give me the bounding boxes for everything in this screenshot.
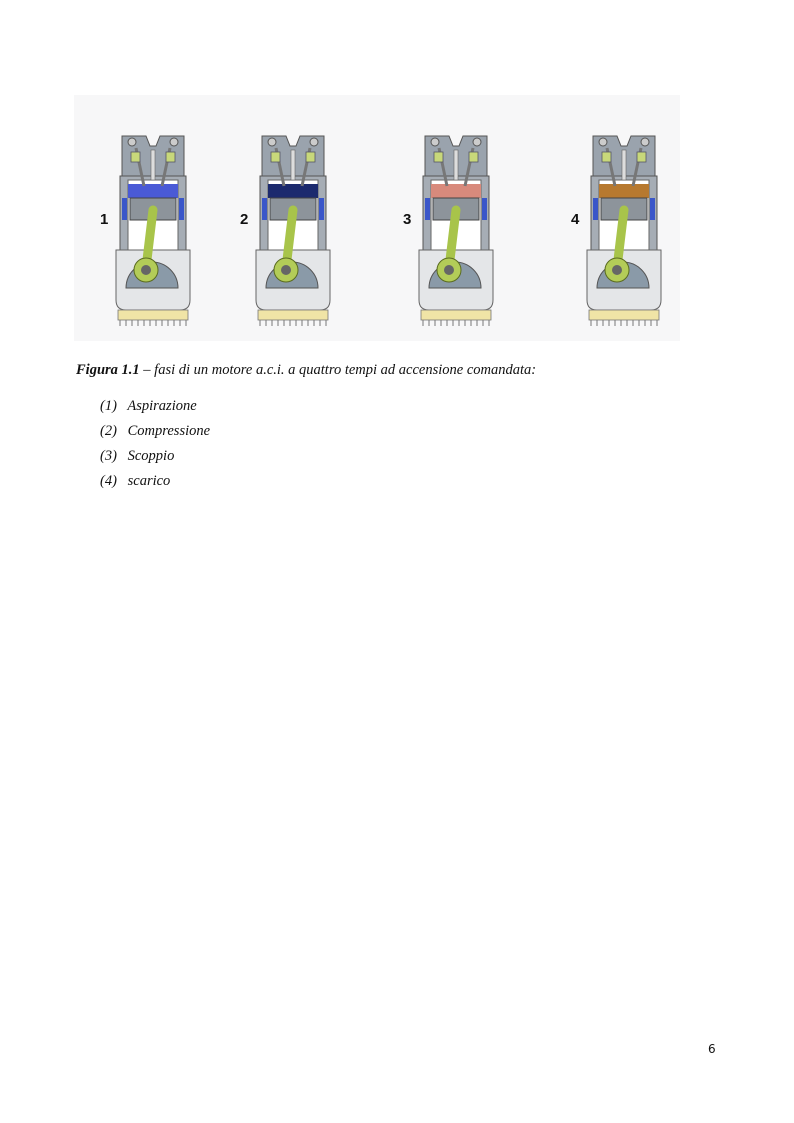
phase-item-combustion <box>100 448 210 473</box>
phase-label: Aspirazione <box>127 398 197 414</box>
phase-number: (4) <box>100 473 117 489</box>
cooling-jacket <box>122 198 127 220</box>
engine-number-label: 3 <box>403 211 412 228</box>
engine-drawing <box>236 128 348 333</box>
page-number: 6 <box>708 1042 716 1056</box>
oil-sump <box>589 310 659 320</box>
camshaft <box>128 138 136 146</box>
phase-item-exhaust <box>100 473 210 498</box>
oil-sump <box>118 310 188 320</box>
engine-number-label: 1 <box>100 211 109 228</box>
valve-spring <box>637 152 646 162</box>
crank-pin-hub <box>612 265 622 275</box>
camshaft <box>170 138 178 146</box>
camshaft <box>599 138 607 146</box>
cooling-jacket <box>179 198 184 220</box>
figure-caption-text: – fasi di un motore a.c.i. a quattro tempi ad accensione comandata: <box>139 362 537 378</box>
valve-spring <box>469 152 478 162</box>
valve-spring <box>131 152 140 162</box>
phase-label: Compressione <box>127 423 211 439</box>
phase-item-compression <box>100 423 210 448</box>
valve-spring <box>271 152 280 162</box>
cylinder-charge <box>431 184 481 198</box>
cylinder-charge <box>128 184 178 198</box>
figure-caption <box>76 362 536 379</box>
spark-plug <box>622 150 626 180</box>
cylinder-charge <box>268 184 318 198</box>
phase-label: scarico <box>127 473 171 489</box>
cylinder-charge <box>599 184 649 198</box>
phase-label: Scoppio <box>127 448 175 464</box>
phase-number: (2) <box>100 423 117 439</box>
engine-drawing <box>399 128 511 333</box>
cooling-jacket <box>425 198 430 220</box>
oil-sump <box>258 310 328 320</box>
spark-plug <box>291 150 295 180</box>
camshaft <box>431 138 439 146</box>
oil-sump <box>421 310 491 320</box>
engine-strokes-figure <box>74 95 680 341</box>
valve-spring <box>166 152 175 162</box>
cooling-jacket <box>262 198 267 220</box>
phase-item-intake <box>100 398 210 423</box>
engine-number-label: 4 <box>571 211 580 228</box>
valve-spring <box>306 152 315 162</box>
phase-list <box>100 398 210 498</box>
engine-number-label: 2 <box>240 211 249 228</box>
engine-drawing <box>567 128 679 333</box>
camshaft <box>268 138 276 146</box>
crank-pin-hub <box>444 265 454 275</box>
cooling-jacket <box>319 198 324 220</box>
engine-diagram-intake <box>96 128 208 333</box>
crank-pin-hub <box>281 265 291 275</box>
cooling-jacket <box>593 198 598 220</box>
valve-spring <box>434 152 443 162</box>
engine-drawing <box>96 128 208 333</box>
camshaft <box>641 138 649 146</box>
phase-number: (1) <box>100 398 117 414</box>
engine-diagram-compression <box>236 128 348 333</box>
cooling-jacket <box>650 198 655 220</box>
valve-spring <box>602 152 611 162</box>
camshaft <box>473 138 481 146</box>
phase-number: (3) <box>100 448 117 464</box>
figure-caption-lead: Figura 1.1 <box>76 362 140 378</box>
crank-pin-hub <box>141 265 151 275</box>
spark-plug <box>151 150 155 180</box>
engine-diagram-exhaust <box>567 128 679 333</box>
engine-diagram-combustion <box>399 128 511 333</box>
spark-plug <box>454 150 458 180</box>
camshaft <box>310 138 318 146</box>
cooling-jacket <box>482 198 487 220</box>
